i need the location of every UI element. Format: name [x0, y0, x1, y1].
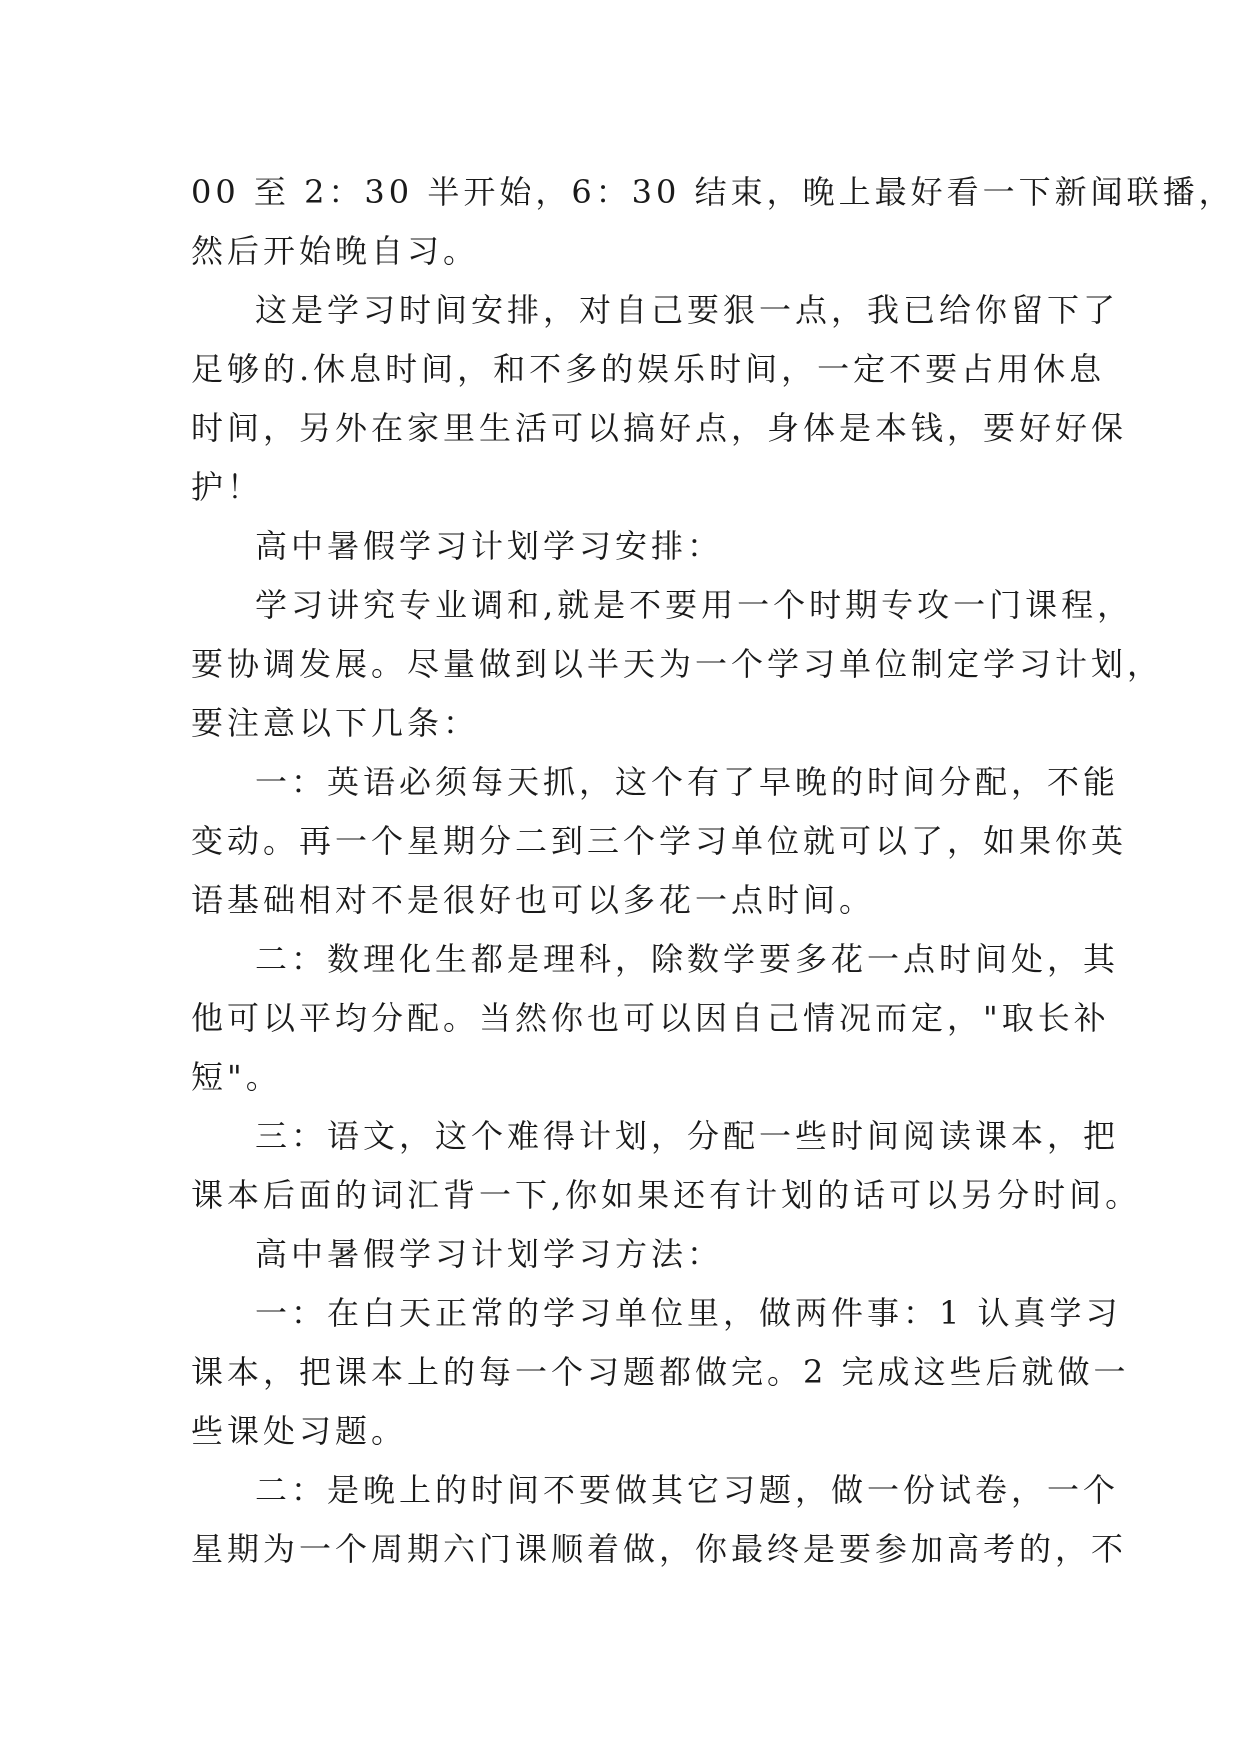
paragraph	[191, 1461, 1128, 1579]
text-line: 00 至 2：30 半开始，6：30 结束，晚上最好看一下新闻联播，	[191, 173, 1235, 211]
text-line: 这是学习时间安排，对自己要狠一点，我已给你留下了	[255, 291, 1120, 329]
text-line: 他可以平均分配。当然你也可以因自己情况而定，"取长补	[191, 999, 1110, 1037]
paragraph	[191, 753, 1128, 930]
text-line: 然后开始晚自习。	[191, 232, 480, 270]
text-line: 高中暑假学习计划学习安排：	[255, 527, 724, 565]
text-line: 短"。	[191, 1058, 282, 1096]
text-line: 二：数理化生都是理科，除数学要多花一点时间处，其	[255, 940, 1120, 978]
text-line: 学习讲究专业调和,就是不要用一个时期专攻一门课程，	[255, 586, 1134, 624]
text-line: 变动。再一个星期分二到三个学习单位就可以了，如果你英	[191, 822, 1128, 860]
text-line: 些课处习题。	[191, 1412, 408, 1450]
text-line: 语基础相对不是很好也可以多花一点时间。	[191, 881, 876, 919]
text-line: 一：英语必须每天抓，这个有了早晚的时间分配，不能	[255, 763, 1120, 801]
paragraph	[191, 1107, 1142, 1225]
text-line: 要协调发展。尽量做到以半天为一个学习单位制定学习计划，	[191, 645, 1164, 683]
paragraph	[191, 1284, 1130, 1461]
paragraph	[191, 163, 1235, 281]
text-line: 时间，另外在家里生活可以搞好点，身体是本钱，要好好保	[191, 409, 1128, 447]
paragraph	[191, 281, 1128, 517]
paragraph	[191, 517, 1060, 576]
text-line: 高中暑假学习计划学习方法：	[255, 1235, 724, 1273]
document-body	[191, 163, 1235, 1579]
paragraph	[191, 930, 1120, 1107]
text-line: 课本后面的词汇背一下,你如果还有计划的话可以另分时间。	[191, 1176, 1142, 1214]
text-line: 三：语文，这个难得计划，分配一些时间阅读课本，把	[255, 1117, 1120, 1155]
text-line: 二：是晚上的时间不要做其它习题，做一份试卷，一个	[255, 1471, 1120, 1509]
text-line: 要注意以下几条：	[191, 704, 480, 742]
paragraph	[191, 576, 1164, 753]
text-line: 护！	[191, 468, 264, 506]
text-line: 课本，把课本上的每一个习题都做完。2 完成这些后就做一	[191, 1353, 1130, 1391]
text-line: 足够的.休息时间，和不多的娱乐时间，一定不要占用休息	[191, 350, 1106, 388]
text-line: 一：在白天正常的学习单位里，做两件事：1 认真学习	[255, 1294, 1122, 1332]
text-line: 星期为一个周期六门课顺着做，你最终是要参加高考的，不	[191, 1530, 1128, 1568]
paragraph	[191, 1225, 1060, 1284]
